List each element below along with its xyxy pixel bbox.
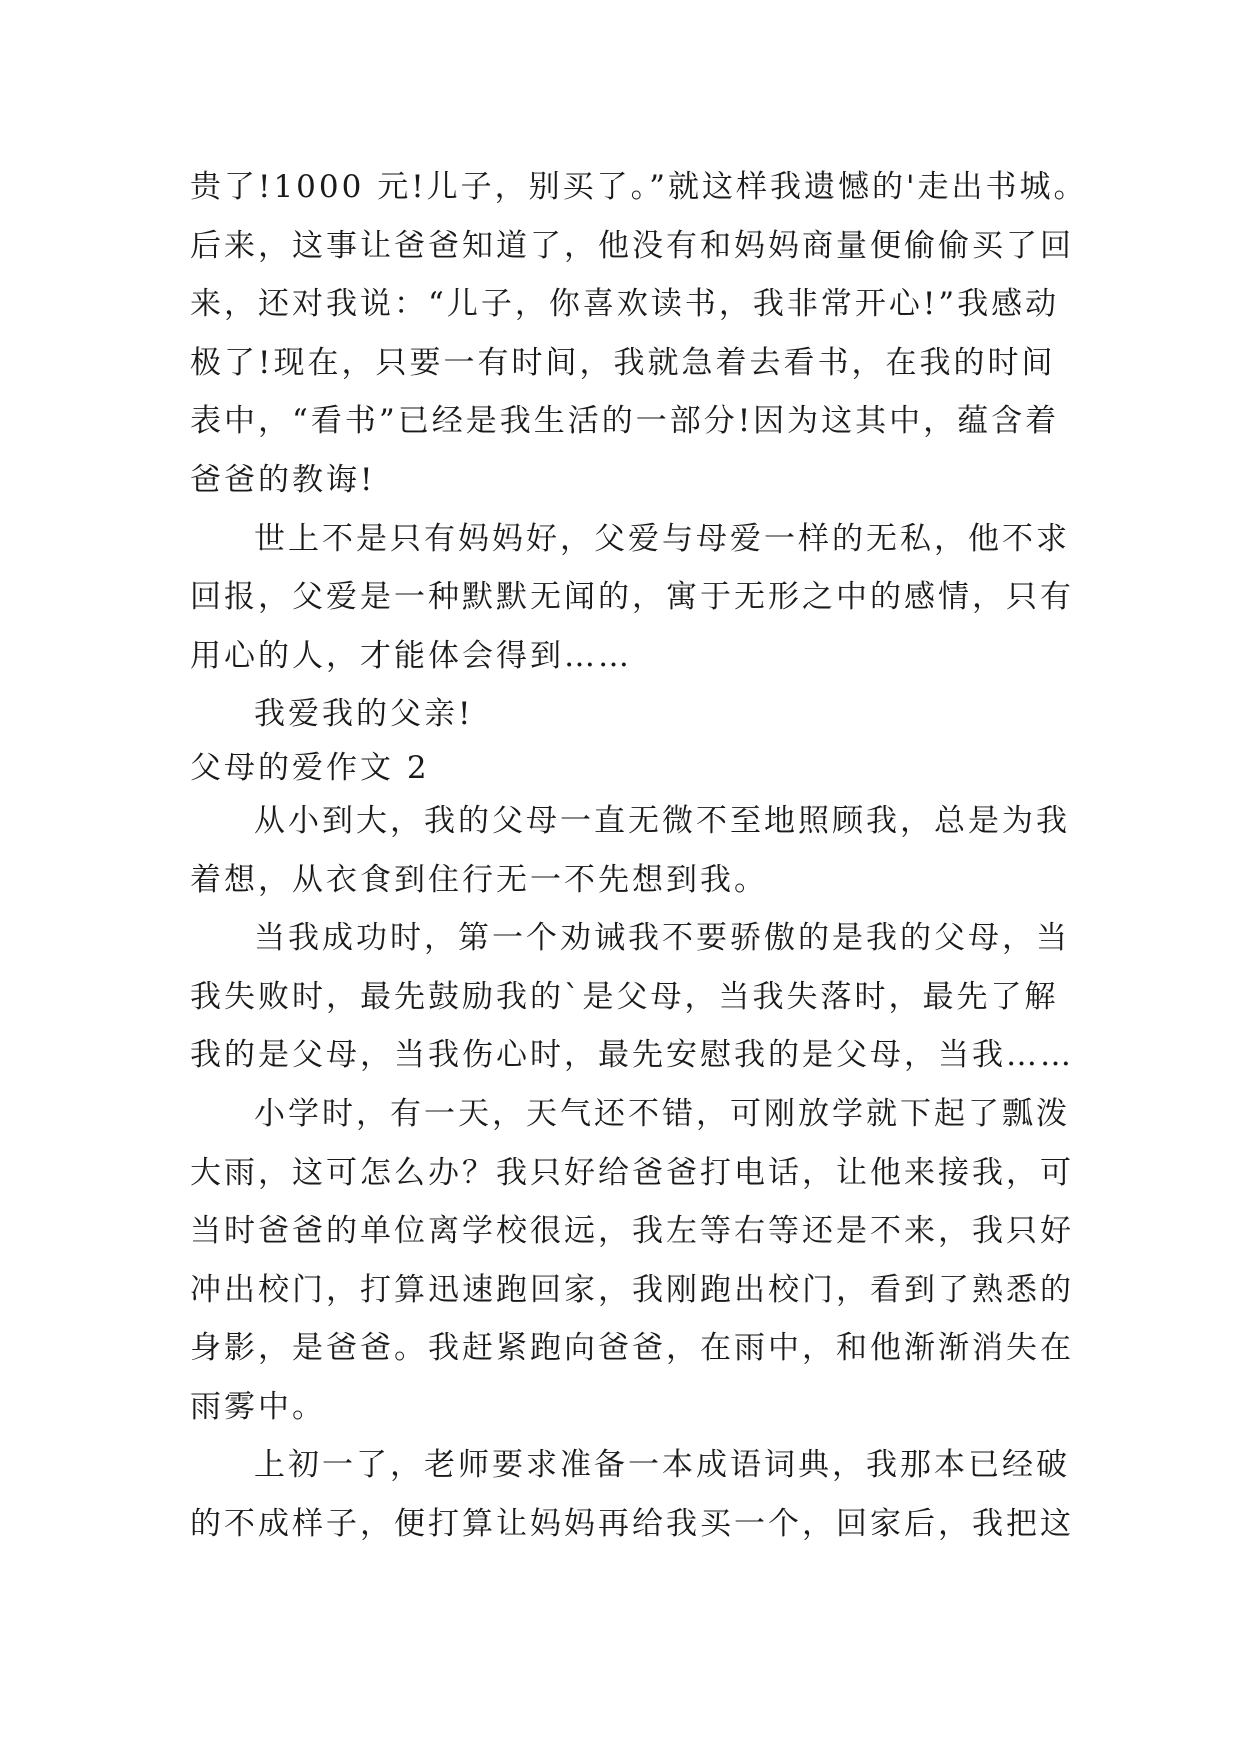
paragraph-start-line: 我爱我的父亲! — [254, 696, 474, 733]
text-line: 我失败时，最先鼓励我的`是父母，当我失落时，最先了解 — [190, 978, 1059, 1015]
text-line: 身影，是爸爸。我赶紧跑向爸爸，在雨中，和他渐渐消失在 — [190, 1330, 1074, 1367]
text-line: 后来，这事让爸爸知道了，他没有和妈妈商量便偷偷买了回 — [190, 227, 1074, 264]
text-line: 当时爸爸的单位离学校很远，我左等右等还是不来，我只好 — [190, 1213, 1074, 1250]
text-line: 回报，父爱是一种默默无闻的，寓于无形之中的感情，只有 — [190, 579, 1074, 616]
paragraph-start-line: 上初一了，老师要求准备一本成语词典，我那本已经破 — [254, 1447, 1070, 1484]
text-line: 用心的人，才能体会得到…… — [190, 637, 632, 674]
text-line: 来，还对我说：“儿子，你喜欢读书，我非常开心!”我感动 — [190, 286, 1060, 323]
text-line: 着想，从衣食到住行无一不先想到我。 — [190, 861, 768, 898]
text-line: 的不成样子，便打算让妈妈再给我买一个，回家后，我把这 — [190, 1506, 1074, 1543]
paragraph-start-line: 从小到大，我的父母一直无微不至地照顾我，总是为我 — [254, 802, 1070, 839]
paragraph-start-line: 当我成功时，第一个劝诫我不要骄傲的是我的父母，当 — [254, 920, 1070, 957]
text-line: 大雨，这可怎么办？我只好给爸爸打电话，让他来接我，可 — [190, 1154, 1074, 1191]
paragraph-start-line: 小学时，有一天，天气还不错，可刚放学就下起了瓢泼 — [254, 1095, 1070, 1132]
text-line: 表中，“看书”已经是我生活的一部分!因为这其中，蕴含着 — [190, 403, 1060, 440]
essay-text — [190, 158, 1088, 1554]
section-heading: 父母的爱作文 2 — [190, 749, 430, 786]
text-line: 极了!现在，只要一有时间，我就急着去看书，在我的时间 — [190, 344, 1056, 381]
text-line: 贵了!1000 元!儿子，别买了。”就这样我遗憾的'走出书城。 — [190, 169, 1088, 205]
text-line: 我的是父母，当我伤心时，最先安慰我的是父母，当我…… — [190, 1037, 1074, 1074]
text-line: 爸爸的教诲! — [190, 461, 376, 498]
text-line: 雨雾中。 — [190, 1388, 326, 1425]
paragraph-start-line: 世上不是只有妈妈好，父爱与母爱一样的无私，他不求 — [254, 520, 1070, 557]
text-line: 冲出校门，打算迅速跑回家，我刚跑出校门，看到了熟悉的 — [190, 1271, 1074, 1308]
